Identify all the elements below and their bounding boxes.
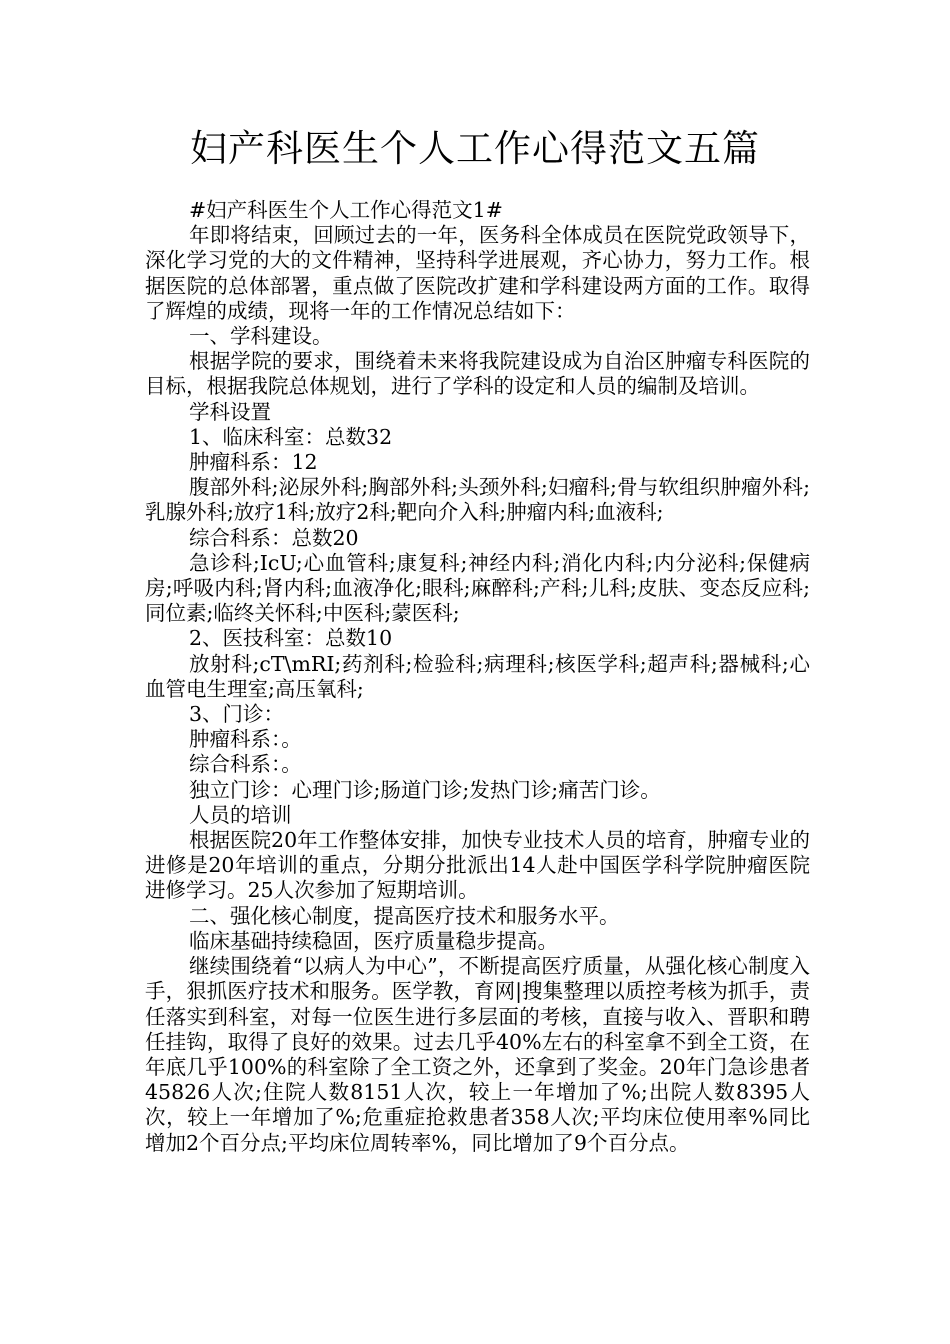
section-heading: #妇产科医生个人工作心得范文1#: [189, 198, 503, 222]
list-item: 3、门诊：: [189, 702, 285, 727]
body-paragraph: 根据医院20年工作整体安排，加快专业技术人员的培育，肿瘤专业的进修是20年培训的重点，分期分批派出14人赴中国医学科学院肿瘤医院进修学习。25人次参加了短期培训。: [145, 828, 810, 903]
list-item: 独立门诊：心理门诊;肠道门诊;发热门诊;痛苦门诊。: [189, 777, 661, 802]
body-paragraph: 临床基础持续稳固，医疗质量稳步提高。: [189, 928, 558, 953]
subheading: 人员的培训: [189, 802, 292, 827]
body-paragraph: 继续围绕着“以病人为中心”，不断提高医疗质量，从强化核心制度入手，狠抓医疗技术和服务。医学教，育网|搜集整理以质控考核为抓手，责任落实到科室，对每一位医生进行多层面的考核，直接与收入、晋职和聘任挂钩，取得了良好的效果。过去几乎40%左右的科室拿不到全工资，在年底几乎100%的科室除了全工资之外，还拿到了奖金。20年门急诊患者45826人次;住院人数8151人次，较上一年增加了%;出院人数8395人次，较上一年增加了%;危重症抢救患者358人次;平均床位使用率%同比增加2个百分点;平均床位周转率%，同比增加了9个百分点。: [145, 954, 810, 1155]
document-body: [145, 198, 810, 1156]
list-item: 肿瘤科系：。: [189, 727, 302, 752]
intro-paragraph: 年即将结束，回顾过去的一年，医务科全体成员在医院党政领导下，深化学习党的大的文件精神，坚持科学进展观，齐心协力，努力工作。根据医院的总体部署，重点做了医院改扩建和学科建设两方面的工作。取得了辉煌的成绩，现将一年的工作情况总结如下：: [145, 223, 810, 323]
body-paragraph: 放射科;cT\mRI;药剂科;检验科;病理科;核医学科;超声科;器械科;心血管电生理室;高压氧科;: [145, 651, 810, 701]
list-item: 肿瘤科系：12: [189, 450, 318, 475]
document-title: 妇产科医生个人工作心得范文五篇: [190, 127, 760, 170]
body-paragraph: 急诊科;IcU;心血管科;康复科;神经内科;消化内科;内分泌科;保健病房;呼吸内科;肾内科;血液净化;眼科;麻醉科;产科;儿科;皮肤、变态反应科;同位素;临终关怀科;中医科;蒙医科;: [145, 550, 810, 626]
list-item: 综合科系：。: [189, 752, 302, 777]
section-heading: 一、学科建设。: [189, 324, 333, 349]
body-paragraph: 腹部外科;泌尿外科;胸部外科;头颈外科;妇瘤科;骨与软组织肿瘤外科;乳腺外科;放疗1科;放疗2科;靶向介入科;肿瘤内科;血液科;: [145, 475, 810, 525]
section-heading: 二、强化核心制度，提高医疗技术和服务水平。: [189, 903, 620, 928]
body-paragraph: 根据学院的要求，围绕着未来将我院建设成为自治区肿瘤专科医院的目标，根据我院总体规划，进行了学科的设定和人员的编制及培训。: [145, 349, 810, 399]
list-item: 综合科系：总数20: [189, 525, 359, 550]
subheading: 学科设置: [189, 399, 271, 424]
list-item: 2、医技科室：总数10: [189, 626, 393, 651]
list-item: 1、临床科室：总数32: [189, 424, 393, 449]
